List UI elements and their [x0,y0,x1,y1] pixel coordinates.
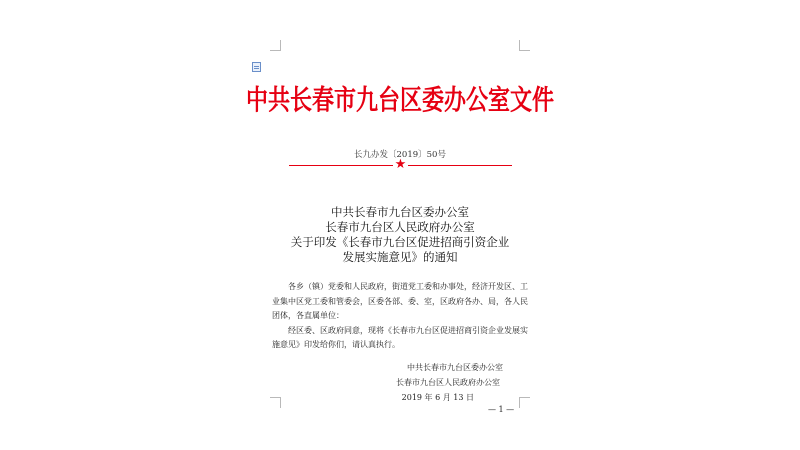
signature-date: 2019 年 6 月 13 日 [401,393,474,402]
document-icon[interactable] [252,62,261,72]
red-divider-left [289,165,393,166]
star-icon: ★ [394,157,407,172]
notice-body [272,280,530,353]
signature-block [330,360,530,405]
crop-mark-top-left [270,40,281,51]
notice-title-line: 发展实施意见》的通知 [342,250,458,264]
page-number: — 1 — [488,405,515,414]
notice-title-line: 中共长春市九台区委办公室 [331,205,469,219]
notice-title-line: 关于印发《长春市九台区促进招商引资企业 [290,235,510,249]
body-paragraph: 经区委、区政府同意，现将《长春市九台区促进招商引资企业发展实施意见》印发给你们，请认真执行。 [272,325,528,349]
notice-title-line: 长春市九台区人民政府办公室 [325,220,475,234]
crop-mark-bottom-left [270,397,281,408]
signature-government-office: 长春市九台区人民政府办公室 [396,378,500,387]
document-header-title: 中共长春市九台区委办公室文件 [245,85,554,117]
red-divider-right [408,165,512,166]
document-number: 长九办发〔2019〕50号 [354,150,446,160]
recipients-paragraph: 各乡（镇）党委和人民政府，街道党工委和办事处，经济开发区、工业集中区党工委和管委会，区委各部、委、室，区政府各办、局，各人民团体，各直属单位： [272,282,528,320]
crop-mark-top-right [519,40,530,51]
signature-party-office: 中共长春市九台区委办公室 [407,363,503,372]
notice-title [0,205,800,265]
